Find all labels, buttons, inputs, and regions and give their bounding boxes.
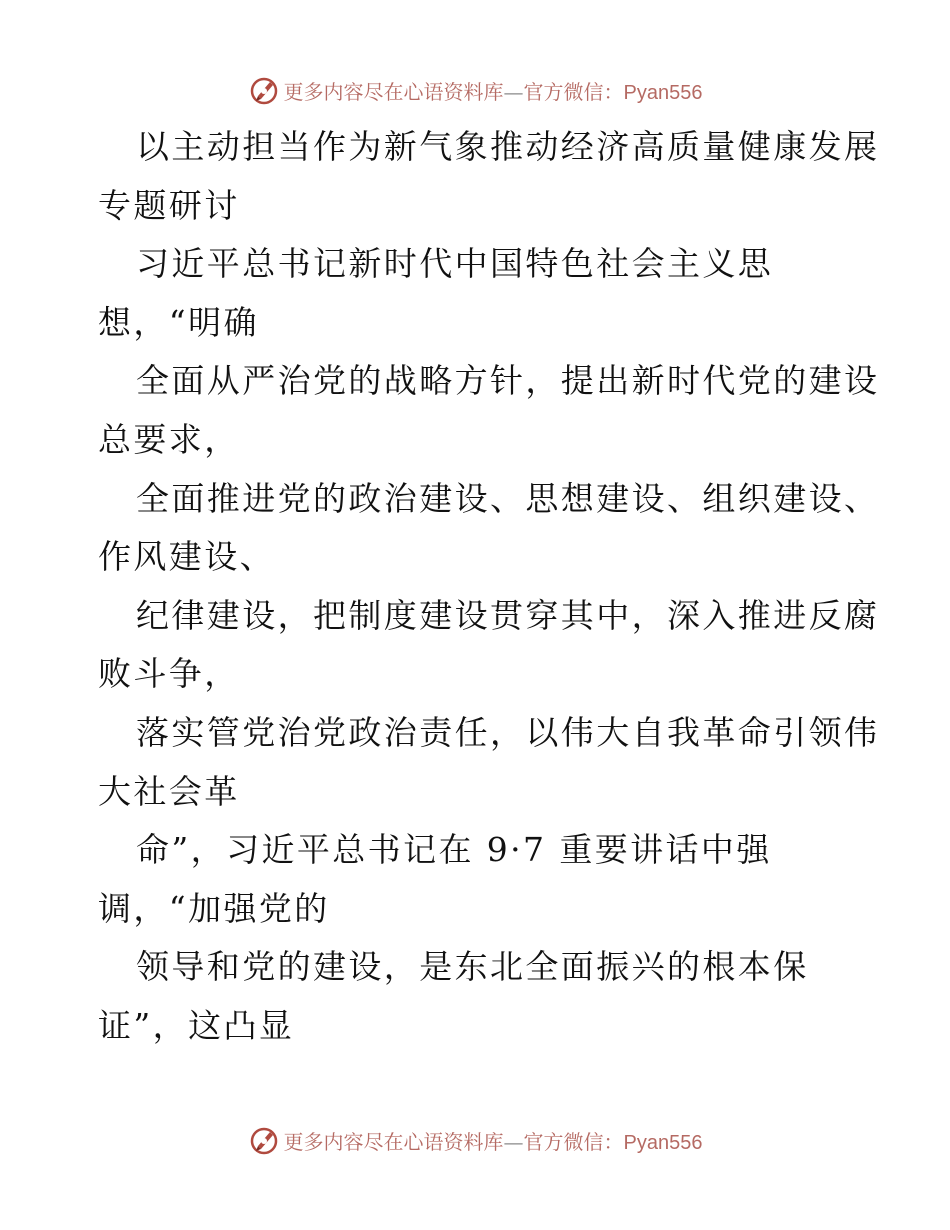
- footer-watermark-banner: [0, 1120, 950, 1160]
- text-line: 命”，习近平总书记在 9·7 重要讲话中强: [136, 830, 772, 870]
- text-line: 大社会革: [98, 771, 240, 811]
- text-line: 想，“明确: [98, 302, 259, 342]
- watermark-dash: —: [503, 1129, 524, 1154]
- text-line: 全面推进党的政治建设、思想建设、组织建设、: [136, 478, 880, 518]
- watermark-wechat-id: Pyan556: [623, 1131, 703, 1154]
- text-line: 调，“加强党的: [98, 888, 330, 928]
- text-line: 败斗争，: [98, 654, 240, 694]
- text-line: 纪律建设，把制度建设贯穿其中，深入推进反腐: [136, 595, 880, 635]
- text-line: 作风建设、: [98, 537, 275, 577]
- watermark-site-name: 更多内容尽在心语资料库: [283, 79, 504, 104]
- text-line: 专题研讨: [98, 185, 240, 225]
- watermark-wechat-label: 官方微信：: [523, 1129, 624, 1154]
- watermark-wechat-id: Pyan556: [623, 81, 703, 104]
- watermark-site-name: 更多内容尽在心语资料库: [283, 1129, 504, 1154]
- text-line: 以主动担当作为新气象推动经济高质量健康发展: [136, 127, 880, 166]
- document-body: [98, 118, 880, 1056]
- text-line: 习近平总书记新时代中国特色社会主义思: [136, 244, 774, 284]
- text-line: 落实管党治党政治责任，以伟大自我革命引领伟: [136, 712, 880, 752]
- watermark-dash: —: [503, 79, 524, 104]
- header-watermark-banner: [0, 70, 950, 110]
- pen-logo-icon: [248, 1124, 280, 1156]
- pen-logo-icon: [248, 74, 280, 106]
- text-line: 领导和党的建设，是东北全面振兴的根本保: [136, 947, 809, 987]
- text-line: 全面从严治党的战略方针，提出新时代党的建设: [136, 361, 880, 401]
- watermark-wechat-label: 官方微信：: [523, 79, 624, 104]
- text-line: 证”，这凸显: [98, 1005, 295, 1045]
- watermark-text: [284, 76, 703, 105]
- text-line: 总要求，: [98, 419, 240, 459]
- watermark-text: [284, 1126, 703, 1155]
